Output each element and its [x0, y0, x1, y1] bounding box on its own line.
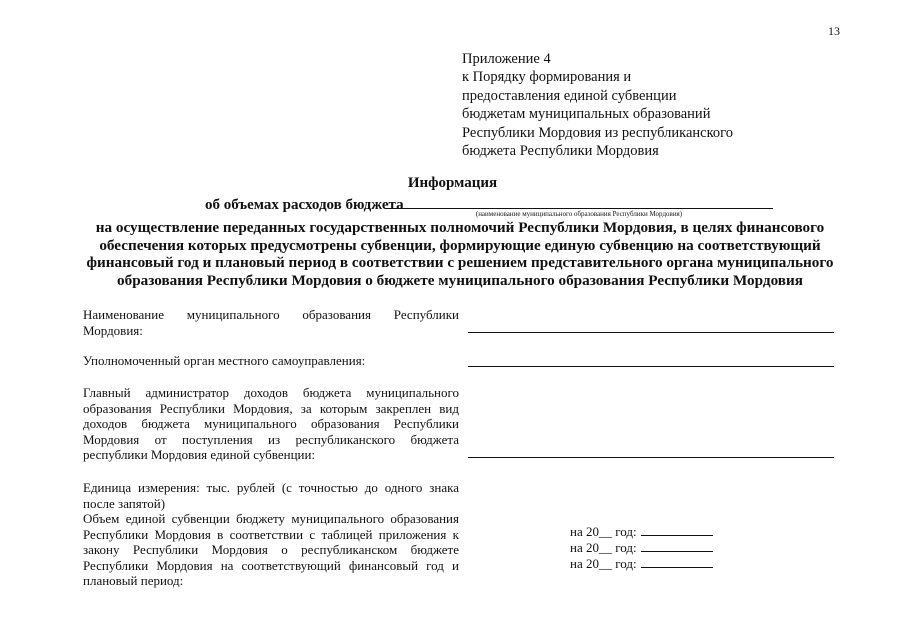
year-amount-blank[interactable]	[641, 541, 713, 552]
municipality-name-blank[interactable]	[385, 208, 773, 209]
document-subtitle: об объемах расходов бюджета	[205, 197, 404, 213]
year-row	[570, 556, 713, 571]
municipality-input-line[interactable]	[468, 332, 834, 333]
municipality-label: Наименование муниципального образования Республики Мордовия:	[83, 307, 459, 338]
appendix-line: бюджета Республики Мордовия	[462, 143, 659, 160]
appendix-line: Республики Мордовия из республиканского	[462, 124, 734, 141]
administrator-input-line[interactable]	[468, 457, 834, 458]
appendix-line: предоставления единой субвенции	[462, 87, 677, 104]
authority-input-line[interactable]	[468, 366, 834, 367]
year-row	[570, 524, 713, 539]
year-label: на 20__ год:	[570, 556, 637, 571]
municipality-name-caption: (наименование муниципального образования Республики Мордовия)	[475, 210, 683, 218]
appendix-reference	[462, 50, 733, 160]
document-heading	[80, 219, 840, 289]
heading-line: финансовый год и плановый период в соответствии с решением представительного органа муниципального	[86, 254, 834, 272]
year-amount-blank[interactable]	[641, 557, 713, 568]
page-number: 13	[828, 24, 840, 38]
administrator-label: Главный администратор доходов бюджета муниципального образования Республики Мордовия, за которым закреплен вид доходов бюджета муниципального образования Республики Мордовия от поступления из республиканского бюджета республики Мордовия единой субвенции:	[83, 385, 459, 463]
volume-label: Объем единой субвенции бюджету муниципального образования Республики Мордовия в соответствии с таблицей приложения к закону Республики Мордовия о республиканском бюджете Республики Мордовия на соответствующий финансовый год и плановый период:	[83, 511, 459, 589]
heading-line: на осуществление переданных государственных полномочий Республики Мордовия, в целях финансового	[95, 219, 825, 236]
appendix-line: Приложение 4	[462, 51, 551, 67]
year-amount-blank[interactable]	[641, 525, 713, 536]
year-row	[570, 540, 713, 555]
unit-label: Единица измерения: тыс. рублей (с точностью до одного знака после запятой)	[83, 480, 459, 511]
heading-line: образования Республики Мордовия о бюджете муниципального образования Республики Мордовия	[117, 271, 803, 289]
appendix-line: бюджетам муниципальных образований	[462, 106, 711, 123]
year-label: на 20__ год:	[570, 540, 637, 555]
year-label: на 20__ год:	[570, 524, 637, 539]
appendix-line: к Порядку формирования и	[462, 69, 632, 86]
document-title: Информация	[407, 175, 498, 191]
authority-label: Уполномоченный орган местного самоуправления:	[83, 353, 366, 368]
heading-line: обеспечения которых предусмотрены субвенции, формирующие единую субвенцию на соответствующий	[99, 236, 821, 254]
